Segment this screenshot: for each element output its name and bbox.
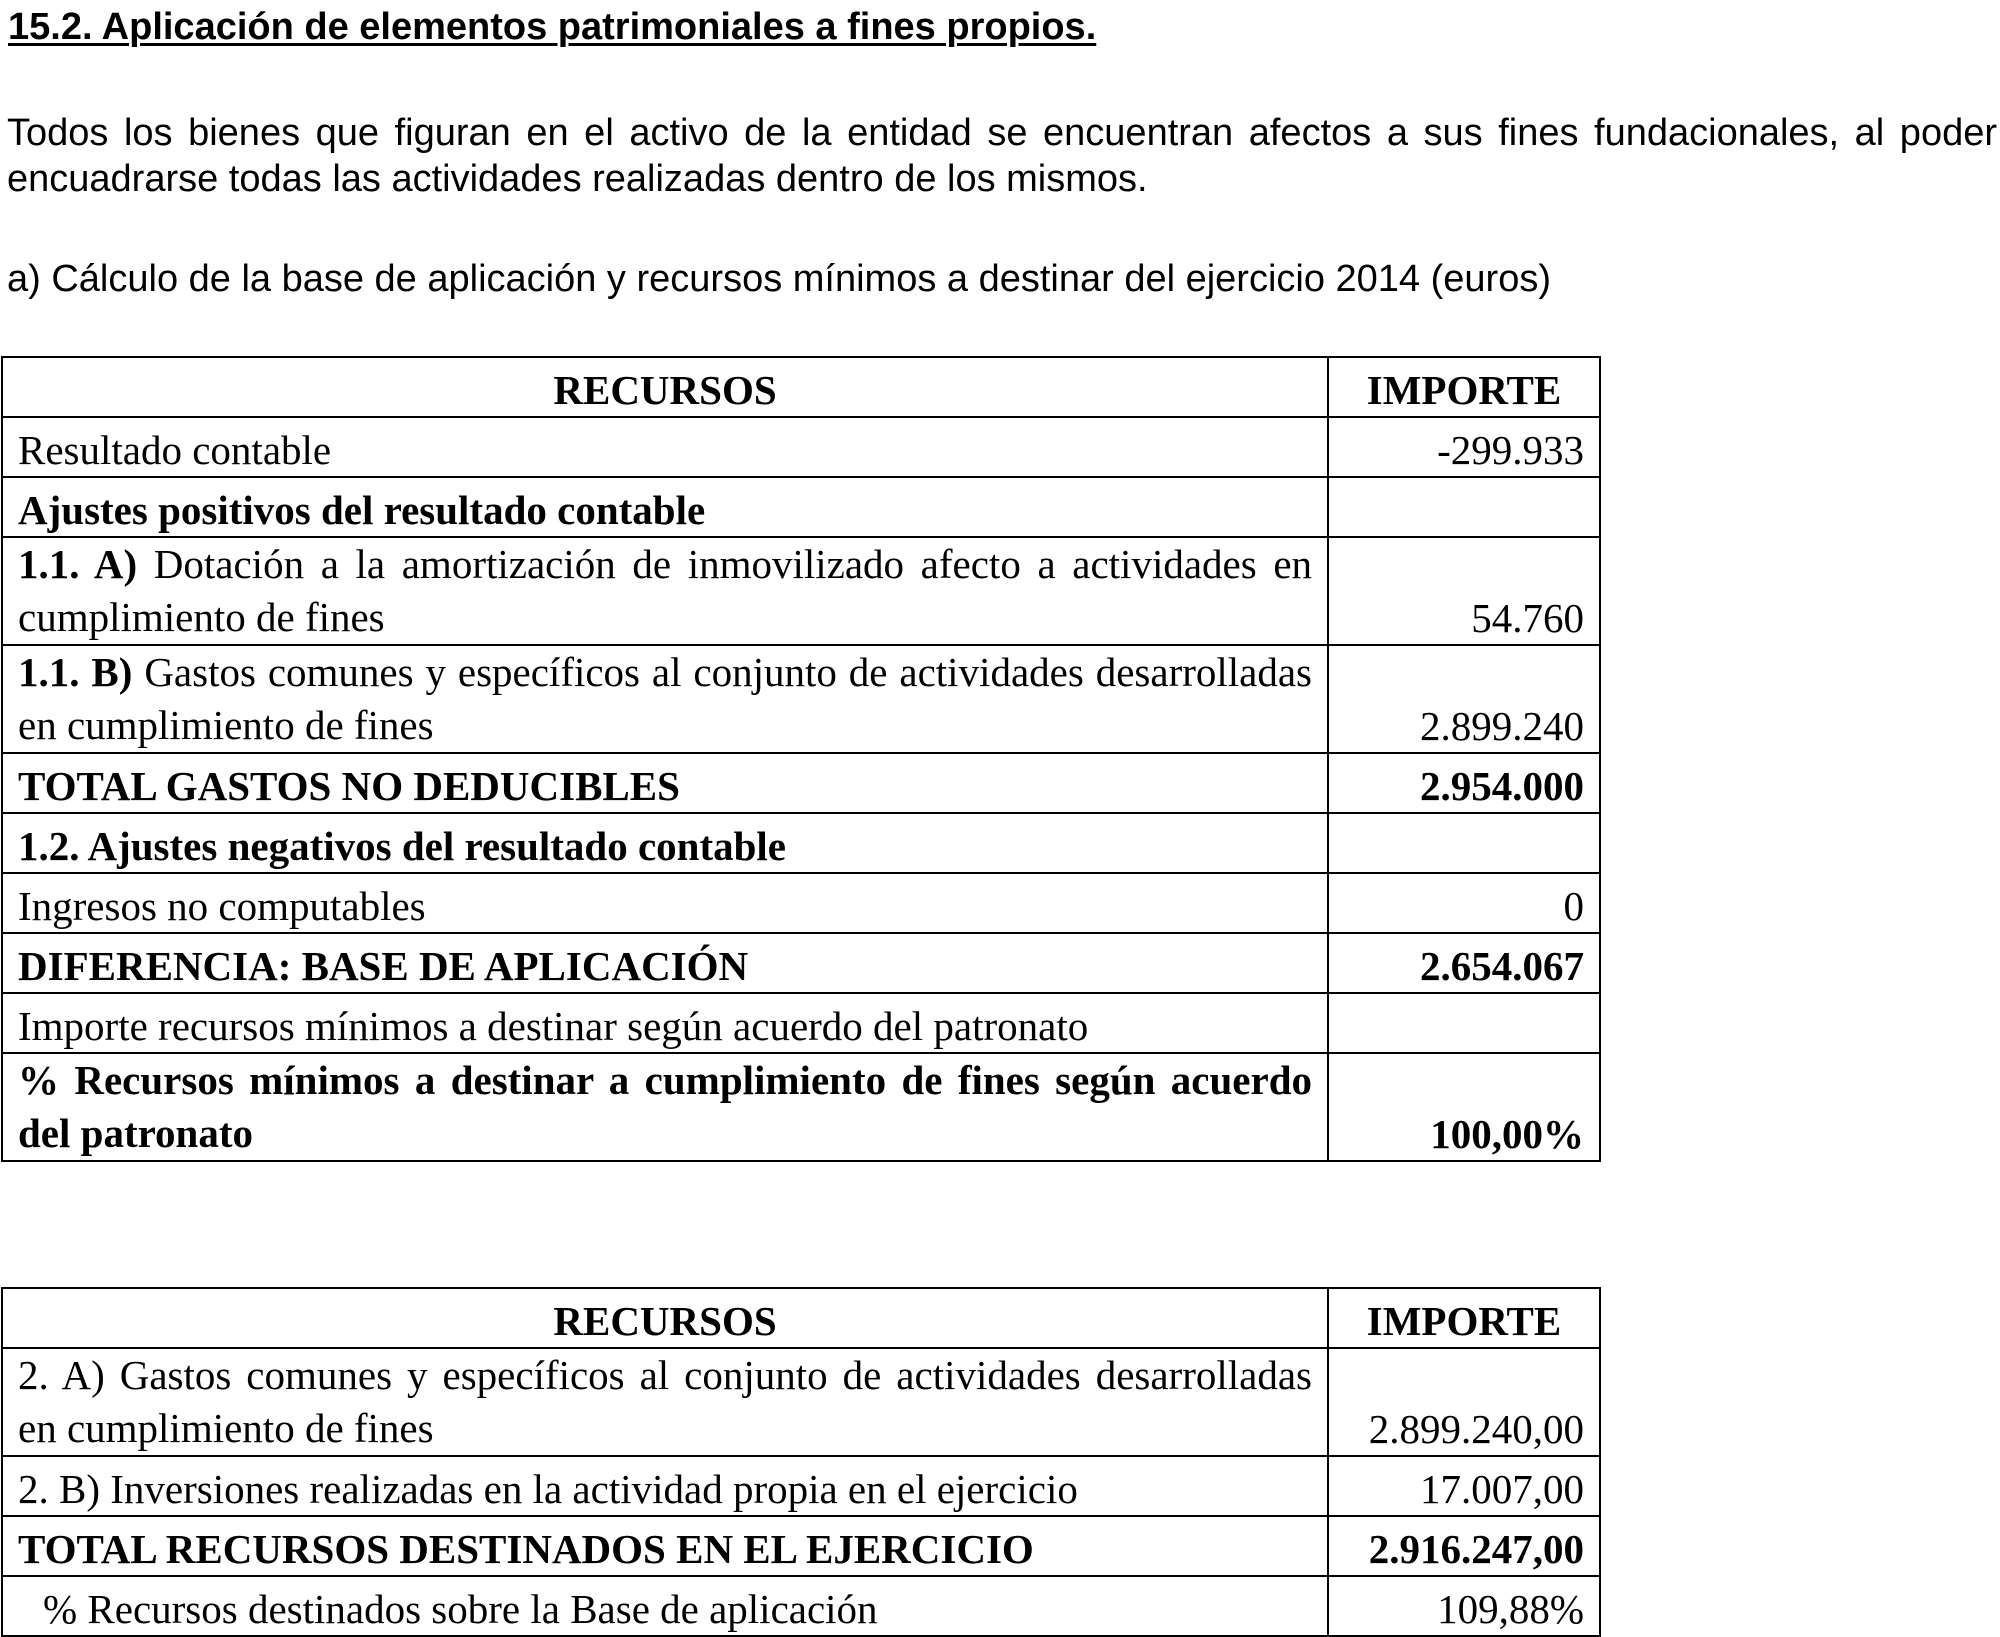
header-importe: IMPORTE — [1328, 1288, 1600, 1348]
row-value: -299.933 — [1328, 417, 1600, 477]
row-label: 2. B) Inversiones realizadas en la actividad propia en el ejercicio — [2, 1456, 1328, 1516]
row-label: % Recursos mínimos a destinar a cumplimiento de fines según acuerdo del patronato — [2, 1053, 1328, 1161]
row-value: 2.899.240 — [1328, 645, 1600, 753]
row-value — [1328, 477, 1600, 537]
section-heading: 15.2. Aplicación de elementos patrimoniales a fines propios. — [8, 6, 1097, 48]
row-value: 2.899.240,00 — [1328, 1348, 1600, 1456]
table-row — [2, 993, 1600, 1053]
row-label-text: Gastos comunes y específicos al conjunto de actividades desarrolladas en cumplimiento de fines — [18, 649, 1313, 748]
table-row — [2, 1516, 1600, 1576]
table-row — [2, 873, 1600, 933]
intro-paragraph: Todos los bienes que figuran en el activo de la entidad se encuentran afectos a sus fines fundacionales, al poder encuadrarse todas las actividades realizadas dentro de los mismos. — [7, 112, 1997, 200]
row-value: 17.007,00 — [1328, 1456, 1600, 1516]
row-label-text: Dotación a la amortización de inmovilizado afecto a actividades en cumplimiento de fines — [18, 541, 1313, 640]
row-label-prefix: 1.1. A) — [18, 541, 138, 587]
table-row — [2, 477, 1600, 537]
table-row — [2, 753, 1600, 813]
row-value — [1328, 993, 1600, 1053]
table-row — [2, 645, 1600, 753]
row-value: 0 — [1328, 873, 1600, 933]
row-label: TOTAL GASTOS NO DEDUCIBLES — [2, 753, 1328, 813]
row-label — [2, 537, 1328, 645]
row-label: Importe recursos mínimos a destinar según acuerdo del patronato — [2, 993, 1328, 1053]
row-label: Resultado contable — [2, 417, 1328, 477]
recursos-destinados-table — [1, 1287, 1601, 1637]
header-recursos: RECURSOS — [2, 357, 1328, 417]
base-aplicacion-table — [1, 356, 1601, 1162]
row-value: 109,88% — [1328, 1576, 1600, 1636]
row-value: 2.654.067 — [1328, 933, 1600, 993]
row-label: % Recursos destinados sobre la Base de aplicación — [2, 1576, 1328, 1636]
table-header-row — [2, 1288, 1600, 1348]
row-label: TOTAL RECURSOS DESTINADOS EN EL EJERCICIO — [2, 1516, 1328, 1576]
row-label-prefix: 1.1. B) — [18, 649, 133, 695]
table-row — [2, 1348, 1600, 1456]
row-value: 2.954.000 — [1328, 753, 1600, 813]
row-label: 2. A) Gastos comunes y específicos al conjunto de actividades desarrolladas en cumplimiento de fines — [2, 1348, 1328, 1456]
row-value: 2.916.247,00 — [1328, 1516, 1600, 1576]
row-label: 1.2. Ajustes negativos del resultado contable — [2, 813, 1328, 873]
row-label: Ajustes positivos del resultado contable — [2, 477, 1328, 537]
header-recursos: RECURSOS — [2, 1288, 1328, 1348]
row-value: 100,00% — [1328, 1053, 1600, 1161]
table-header-row — [2, 357, 1600, 417]
row-value — [1328, 813, 1600, 873]
table-row — [2, 417, 1600, 477]
table-row — [2, 1456, 1600, 1516]
row-label: DIFERENCIA: BASE DE APLICACIÓN — [2, 933, 1328, 993]
table-row — [2, 1053, 1600, 1161]
table-row — [2, 1576, 1600, 1636]
header-importe: IMPORTE — [1328, 357, 1600, 417]
table-row — [2, 537, 1600, 645]
row-label: Ingresos no computables — [2, 873, 1328, 933]
table-row — [2, 933, 1600, 993]
table-subtitle: a) Cálculo de la base de aplicación y recursos mínimos a destinar del ejercicio 2014 (euros) — [7, 258, 1551, 300]
row-label — [2, 645, 1328, 753]
table-row — [2, 813, 1600, 873]
row-value: 54.760 — [1328, 537, 1600, 645]
